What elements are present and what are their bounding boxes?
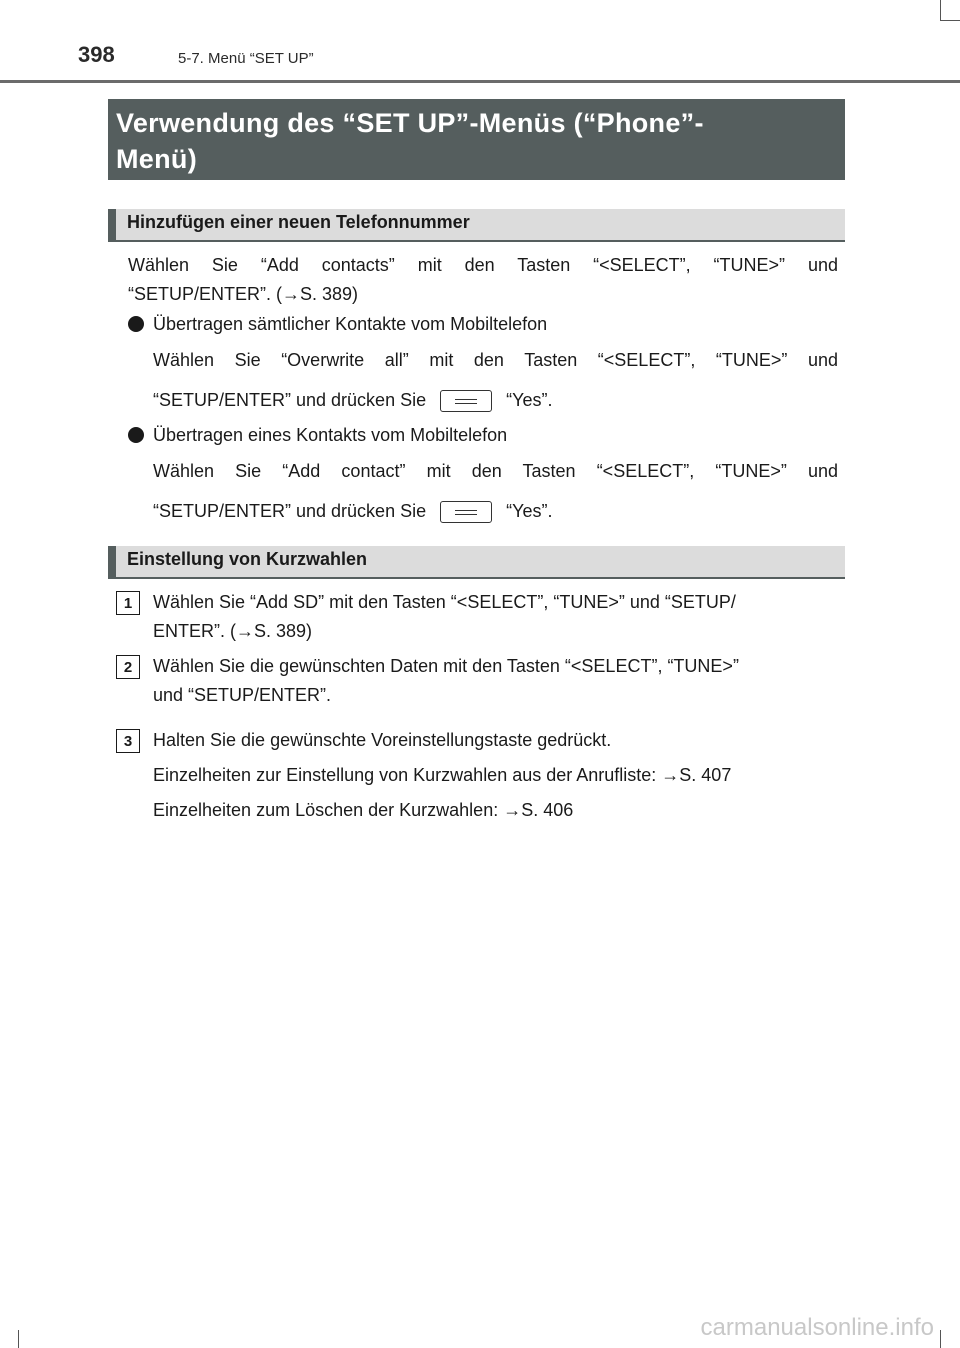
enter-key-icon [440, 501, 492, 523]
step2-line2: und “SETUP/ENTER”. [153, 685, 332, 705]
intro-line2: “SETUP/ENTER”. (→S. 389) [128, 284, 359, 304]
bullet1-line1: Wählen Sie “Overwrite all” mit den Tasten “<SELECT”, “TUNE>” und [153, 350, 838, 370]
crop-mark-bottom-left [18, 1330, 19, 1348]
bullet2-line2 [153, 497, 843, 526]
main-heading-line1: Verwendung des “SET UP”-Menüs (“Phone”- [116, 108, 704, 138]
bullet1-line2-before: “SETUP/ENTER” und drücken Sie [153, 390, 427, 410]
section-heading-add-number: Hinzufügen einer neuen Telefonnummer [108, 209, 845, 242]
step-number-1: 1 [116, 591, 140, 615]
crop-mark-top-right [940, 0, 941, 20]
step1-line1: Wählen Sie “Add SD” mit den Tasten “<SELECT”, “TUNE>” und “SETUP/ [153, 592, 736, 612]
step3-line2: Einzelheiten zur Einstellung von Kurzwahlen aus der Anrufliste: →S. 407 [153, 765, 732, 785]
main-heading-line2: Menü) [116, 144, 197, 174]
step2-line1: Wählen Sie die gewünschten Daten mit den Tasten “<SELECT”, “TUNE>” [153, 656, 739, 676]
bullet2-title: Übertragen eines Kontakts vom Mobiltelefon [153, 425, 508, 445]
watermark: carmanualsonline.info [700, 1314, 934, 1341]
running-head: 5-7. Menü “SET UP” [178, 50, 314, 67]
bullet2-line2-after: “Yes”. [506, 501, 553, 521]
bullet2-line2-before: “SETUP/ENTER” und drücken Sie [153, 501, 427, 521]
bullet-icon [128, 316, 144, 332]
step3-line3: Einzelheiten zum Löschen der Kurzwahlen: →S. 406 [153, 800, 574, 820]
step1-line2: ENTER”. (→S. 389) [153, 621, 313, 641]
enter-key-icon [440, 390, 492, 412]
bullet2-line1: Wählen Sie “Add contact” mit den Tasten “<SELECT”, “TUNE>” und [153, 461, 838, 481]
bullet1-title: Übertragen sämtlicher Kontakte vom Mobiltelefon [153, 314, 548, 334]
step-number-2: 2 [116, 655, 140, 679]
intro-line1: Wählen Sie “Add contacts” mit den Tasten “<SELECT”, “TUNE>” und [128, 255, 838, 275]
step-number-3: 3 [116, 729, 140, 753]
header-rule [0, 80, 960, 83]
bullet1-line2-after: “Yes”. [506, 390, 553, 410]
section-heading-speed-dial: Einstellung von Kurzwahlen [108, 546, 845, 579]
crop-mark-bottom-right [940, 1330, 941, 1348]
main-heading [108, 99, 845, 180]
step3-line1: Halten Sie die gewünschte Voreinstellungstaste gedrückt. [153, 730, 612, 750]
bullet1-line2 [153, 386, 843, 415]
bullet-icon [128, 427, 144, 443]
page-number: 398 [78, 42, 115, 67]
crop-mark-top-right-h [940, 20, 960, 21]
